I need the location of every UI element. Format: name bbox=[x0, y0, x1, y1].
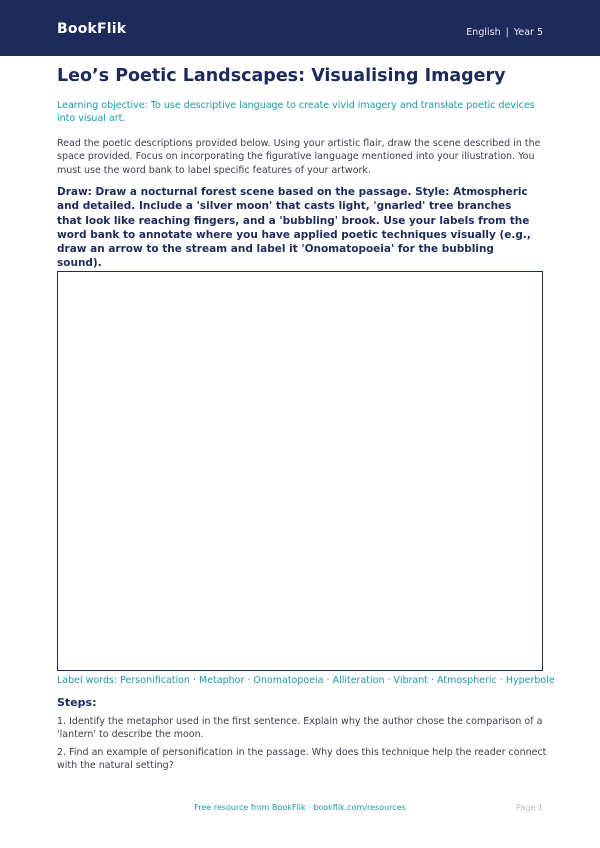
steps-list bbox=[57, 715, 547, 777]
footer-resource-link[interactable]: Free resource from BookFlik · bookflik.com/resources bbox=[194, 803, 406, 812]
subject-label: English bbox=[466, 27, 501, 38]
steps-heading: Steps: bbox=[57, 696, 97, 709]
intro-paragraph: Read the poetic descriptions provided below. Using your artistic flair, draw the scene described in the space provided. Focus on incorporating the figurative language mentioned into your illustration. You must use the word bank to label specific features of your artwork. bbox=[57, 138, 541, 176]
worksheet-title: Leo’s Poetic Landscapes: Visualising Imagery bbox=[57, 66, 506, 86]
brand-logo[interactable]: BookFlik bbox=[57, 21, 127, 37]
header-bar bbox=[0, 0, 600, 56]
step-item: 2. Find an example of personification in the passage. Why does this technique help the reader connect with the natural setting? bbox=[57, 746, 547, 772]
subject-level-meta bbox=[466, 28, 543, 38]
learning-objective: Learning objective: To use descriptive language to create vivid imagery and translate poetic devices into visual art. bbox=[57, 100, 535, 125]
draw-instruction: Draw: Draw a nocturnal forest scene based on the passage. Style: Atmospheric and detailed. Include a 'silver moon' that casts light, 'gnarled' tree branches that look like reaching fingers, and a 'bubbling' brook. Use your labels from the word bank to annotate where you have applied poetic techniques visually (e.g., draw an arrow to the stream and label it 'Onomatopoeia' for the bubbling sound). bbox=[57, 186, 531, 270]
step-item: 1. Identify the metaphor used in the first sentence. Explain why the author chose the comparison of a 'lantern' to describe the moon. bbox=[57, 716, 543, 741]
label-word-bank: Label words: Personification · Metaphor · Onomatopoeia · Alliteration · Vibrant · Atmospheric · Hyperbole bbox=[57, 675, 555, 686]
page-number: Page 1 bbox=[516, 803, 543, 812]
drawing-area[interactable] bbox=[57, 271, 543, 671]
level-label: Year 5 bbox=[513, 27, 543, 38]
meta-separator: | bbox=[505, 27, 509, 38]
